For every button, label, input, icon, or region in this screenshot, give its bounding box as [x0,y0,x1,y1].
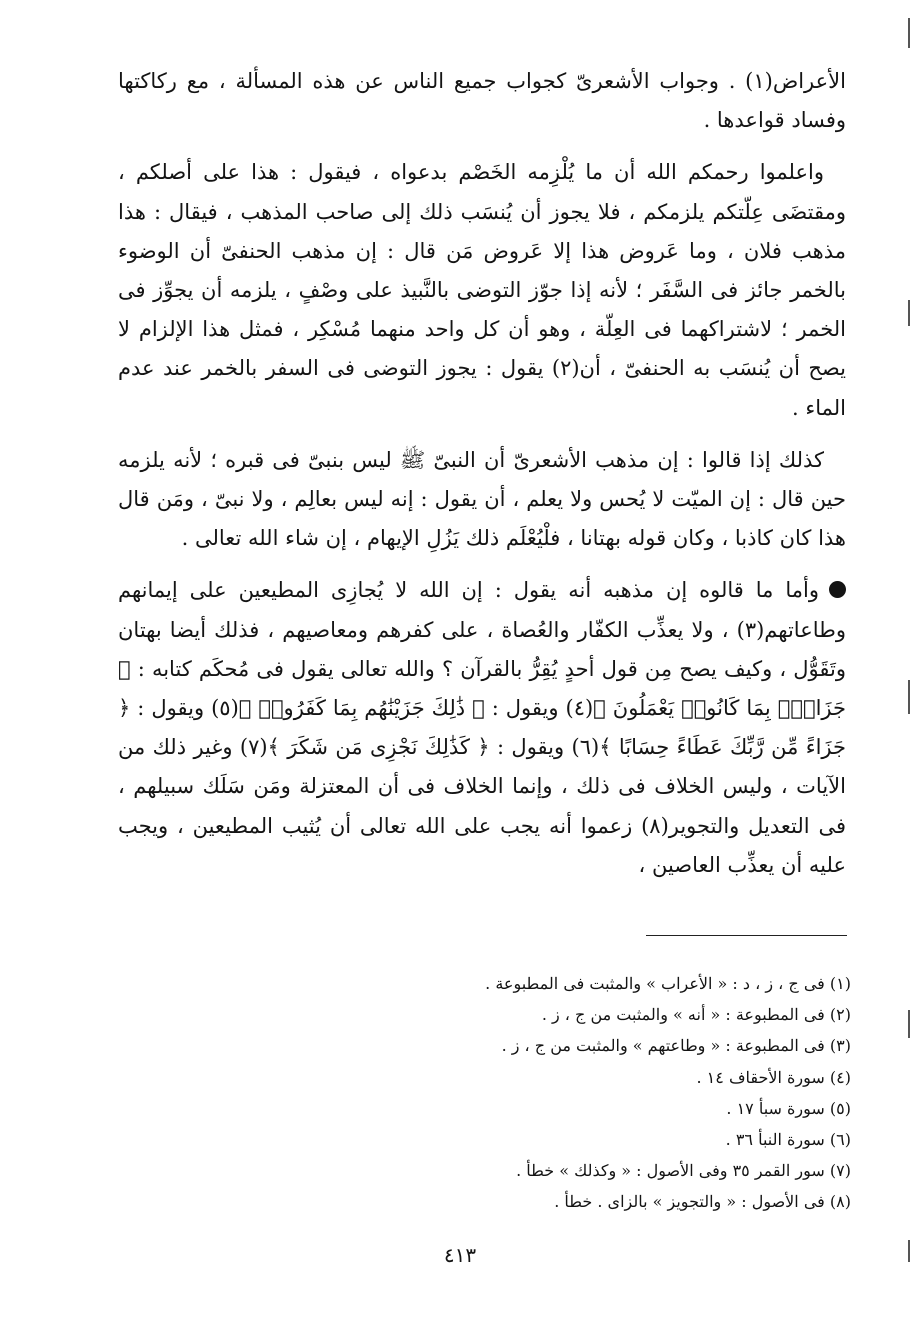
footnote-6: (٦) سورة النبأ ٣٦ . [725,1130,851,1150]
footnote-8: (٨) فى الأصول : « والتجويز » بالزاى . خطأ . [554,1192,851,1212]
footnote-5: (٥) سورة سبأ ١٧ . [726,1098,851,1118]
paragraph-4-text: وأما ما قالوه إن مذهبه أنه يقول : إن الله لا يُجازِى المطيعين على إيمانهم وطاعاتهم(٣) ، ولا يعذِّب الكفّار والعُصاة ، على كفرهم ومعاصيهم ، فذلك أيضا بهتان وتَقَوُّل ، وكيف يصح مِن قول أحدٍ يُقِرُّ بالقرآن ؟ والله تعالى يقول فى مُحكَم كتابه : ﴿ جَزَاءًۢ بِمَا كَانُوا۟ يَعْمَلُونَ ﴾(٤) ويقول : ﴿ ذَٰلِكَ جَزَيْنَٰهُم بِمَا كَفَرُوا۟ ﴾(٥) ويقول : ﴿ جَزَاءً مِّن رَّبِّكَ عَطَاءً حِسَابًا ﴾(٦) ويقول : ﴿ كَذَٰلِكَ نَجْزِى مَن شَكَرَ ﴾(٧) وغير ذلك من الآيات ، وليس الخلاف فى ذلك ، وإنما الخلاف فى أن المعتزلة ومَن سَلَك سبيلهم ، فى التعديل والتجوير(٨) زعموا أنه يجب على الله تعالى أن يُثيب المطيعين ، ويجب عليه أن يعذِّب العاصين ، [118,578,846,877]
footnote-7: (٧) سور القمر ٣٥ وفى الأصول : « وكذلك » خطأ . [516,1161,851,1181]
paragraph-2: واعلموا رحمكم الله أن ما يُلْزِمه الخَصْم بدعواه ، فيقول : هذا على أصلكم ، ومقتضَى عِلّتكم يلزمكم ، فلا يجوز أن يُنسَب ذلك إلى صاحب المذهب ، فيقال : هذا مذهب فلان ، وما عَروض هذا إلا عَروض مَن قال : إن مذهب الحنفىّ أن الوضوء بالخمر جائز فى السَّفَر ؛ لأنه إذا جوّز التوضى بالنَّبيذ على وصْفٍ ، يلزمه أن يجوِّز فى الخمر ؛ لاشتراكهما فى العِلّة ، وهو أن كل واحد منهما مُسْكِر ، فمثل هذا الإلزام لا يصح أن يُنسَب به الحنفىّ ، أن(٢) يقول : يجوز التوضى فى السفر بالخمر عند عدم الماء . [118,160,846,420]
page-number: ٤١٣ [443,1243,477,1267]
scan-edge-marks [905,0,913,1327]
footnote-divider [646,935,847,936]
main-text [118,62,846,898]
paragraph-4 [118,571,846,885]
paragraph-1: الأعراض(١) . وجواب الأشعرىّ كجواب جميع الناس عن هذه المسألة ، مع ركاكتها وفساد قواعدها . [118,69,846,133]
footnote-3: (٣) فى المطبوعة : « وطاعتهم » والمثبت من ج ، ز . [501,1036,851,1056]
bullet-dot-icon [829,581,846,598]
paragraph-3: كذلك إذا قالوا : إن مذهب الأشعرىّ أن النبىّ ﷺ ليس بنبىّ فى قبره ؛ لأنه يلزمه حين قال : إن الميّت لا يُحس ولا يعلم ، أن يقول : إنه ليس بعالِم ، ولا نبىّ ، ومَن قال هذا كان كاذبا ، وكان قوله بهتانا ، فلْيُعْلَم ذلك يَزُلِ الإيهام ، إن شاء الله تعالى . [118,447,846,551]
footnote-1: (١) فى ج ، ز ، د : « الأعراب » والمثبت فى المطبوعة . [485,974,851,993]
footnotes-list [251,968,851,1218]
footnote-2: (٢) فى المطبوعة : « أنه » والمثبت من ج ، ز . [541,1005,851,1025]
footnote-4: (٤) سورة الأحقاف ١٤ . [696,1067,851,1087]
